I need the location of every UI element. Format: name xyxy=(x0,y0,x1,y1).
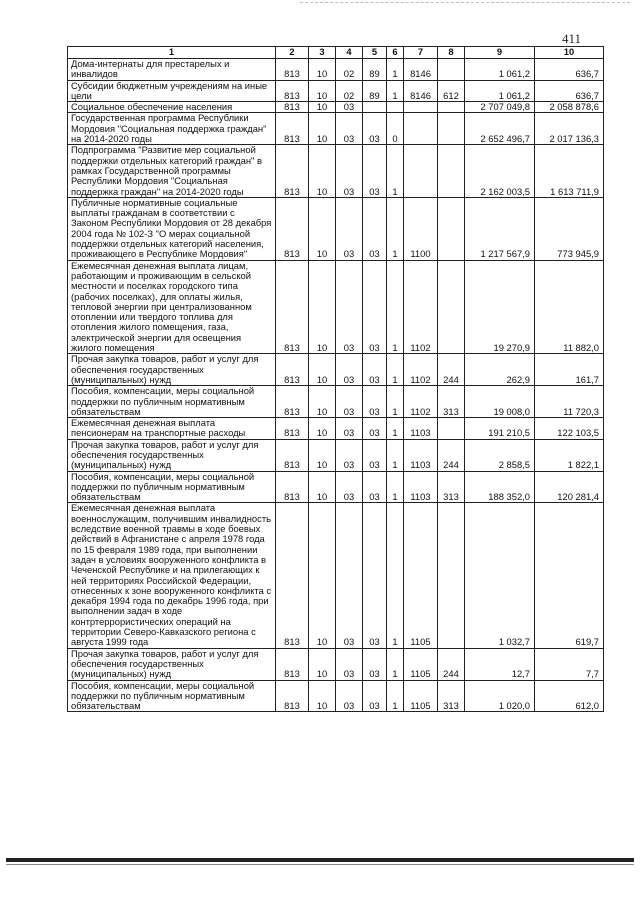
header-cell: 2 xyxy=(276,47,309,59)
row-value-cell: 03 xyxy=(336,418,363,440)
row-name-cell: Социальное обеспечение населения xyxy=(68,102,276,113)
row-value-cell xyxy=(438,59,465,81)
row-value-cell: 2 707 049,8 xyxy=(465,102,535,113)
header-cell: 5 xyxy=(363,47,387,59)
row-value-cell: 813 xyxy=(276,439,309,471)
row-value-cell: 03 xyxy=(363,648,387,680)
row-value-cell: 10 xyxy=(309,680,336,712)
row-value-cell: 11 720,3 xyxy=(535,386,604,418)
row-name-cell: Ежемесячная денежная выплата пенсионерам на транспортные расходы xyxy=(68,418,276,440)
row-name-cell: Государственная программа Республики Мордовия "Социальная поддержка граждан" на 2014-2020 годы xyxy=(68,113,276,145)
row-value-cell: 1 032,7 xyxy=(465,503,535,648)
row-value-cell: 813 xyxy=(276,145,309,197)
table-row xyxy=(68,418,604,440)
row-value-cell: 11 882,0 xyxy=(535,260,604,354)
row-value-cell: 1 xyxy=(387,80,404,102)
row-value-cell: 1 xyxy=(387,59,404,81)
row-value-cell xyxy=(438,145,465,197)
row-value-cell: 10 xyxy=(309,439,336,471)
row-value-cell: 120 281,4 xyxy=(535,471,604,503)
row-value-cell: 1 xyxy=(387,354,404,386)
row-value-cell xyxy=(438,260,465,354)
row-name-cell: Публичные нормативные социальные выплаты гражданам в соответствии с Законом Республики Мордовия от 28 декабря 2004 года № 102-З "О мерах социальной поддержки отдельных категорий населения, проживающего в Республике Мордовия" xyxy=(68,197,276,260)
row-value-cell: 10 xyxy=(309,260,336,354)
row-value-cell: 244 xyxy=(438,648,465,680)
row-value-cell: 1 xyxy=(387,439,404,471)
row-value-cell: 03 xyxy=(363,439,387,471)
row-value-cell: 89 xyxy=(363,80,387,102)
row-value-cell: 813 xyxy=(276,102,309,113)
row-value-cell: 12,7 xyxy=(465,648,535,680)
row-value-cell: 03 xyxy=(336,145,363,197)
row-value-cell xyxy=(438,102,465,113)
header-cell: 6 xyxy=(387,47,404,59)
row-value-cell: 03 xyxy=(363,260,387,354)
row-value-cell: 813 xyxy=(276,113,309,145)
row-value-cell: 1 020,0 xyxy=(465,680,535,712)
row-value-cell: 03 xyxy=(363,354,387,386)
table-row xyxy=(68,145,604,197)
table-row xyxy=(68,471,604,503)
row-value-cell: 1 061,2 xyxy=(465,59,535,81)
row-value-cell: 1102 xyxy=(404,386,438,418)
row-name-cell: Прочая закупка товаров, работ и услуг для обеспечения государственных (муниципальных) нужд xyxy=(68,354,276,386)
row-value-cell: 773 945,9 xyxy=(535,197,604,260)
row-value-cell: 1 217 567,9 xyxy=(465,197,535,260)
row-value-cell: 03 xyxy=(336,197,363,260)
row-value-cell: 1103 xyxy=(404,439,438,471)
row-value-cell: 636,7 xyxy=(535,80,604,102)
row-value-cell: 188 352,0 xyxy=(465,471,535,503)
row-value-cell: 262,9 xyxy=(465,354,535,386)
row-value-cell: 2 162 003,5 xyxy=(465,145,535,197)
row-value-cell: 813 xyxy=(276,354,309,386)
row-value-cell: 612 xyxy=(438,80,465,102)
row-value-cell: 03 xyxy=(363,145,387,197)
row-value-cell: 03 xyxy=(336,102,363,113)
row-value-cell: 8146 xyxy=(404,59,438,81)
table-row xyxy=(68,59,604,81)
row-name-cell: Субсидии бюджетным учреждениям на иные цели xyxy=(68,80,276,102)
row-name-cell: Прочая закупка товаров, работ и услуг для обеспечения государственных (муниципальных) нужд xyxy=(68,439,276,471)
row-value-cell: 03 xyxy=(363,386,387,418)
table-row xyxy=(68,503,604,648)
top-rule xyxy=(300,2,630,3)
row-value-cell: 02 xyxy=(336,59,363,81)
row-value-cell: 10 xyxy=(309,113,336,145)
row-value-cell: 03 xyxy=(336,354,363,386)
header-cell: 4 xyxy=(336,47,363,59)
row-value-cell xyxy=(404,113,438,145)
row-value-cell: 813 xyxy=(276,260,309,354)
row-value-cell xyxy=(438,113,465,145)
row-value-cell: 122 103,5 xyxy=(535,418,604,440)
header-cell: 9 xyxy=(465,47,535,59)
row-value-cell: 03 xyxy=(336,648,363,680)
header-cell: 8 xyxy=(438,47,465,59)
row-value-cell: 1 xyxy=(387,260,404,354)
row-name-cell: Пособия, компенсации, меры социальной поддержки по публичным нормативным обязательствам xyxy=(68,680,276,712)
row-value-cell: 03 xyxy=(363,197,387,260)
row-value-cell: 8146 xyxy=(404,80,438,102)
row-value-cell: 2 058 878,6 xyxy=(535,102,604,113)
row-value-cell: 10 xyxy=(309,418,336,440)
row-value-cell: 161,7 xyxy=(535,354,604,386)
row-value-cell: 1 xyxy=(387,680,404,712)
row-value-cell: 10 xyxy=(309,648,336,680)
row-value-cell: 03 xyxy=(336,439,363,471)
row-value-cell: 1105 xyxy=(404,680,438,712)
row-value-cell: 2 858,5 xyxy=(465,439,535,471)
row-value-cell: 813 xyxy=(276,680,309,712)
row-value-cell: 612,0 xyxy=(535,680,604,712)
row-value-cell: 1 xyxy=(387,471,404,503)
row-value-cell: 1 xyxy=(387,418,404,440)
row-value-cell: 03 xyxy=(363,503,387,648)
row-value-cell: 636,7 xyxy=(535,59,604,81)
header-row xyxy=(68,47,604,59)
row-value-cell: 1 xyxy=(387,145,404,197)
row-value-cell: 03 xyxy=(336,471,363,503)
row-value-cell: 1103 xyxy=(404,418,438,440)
row-value-cell: 10 xyxy=(309,102,336,113)
row-value-cell: 03 xyxy=(336,386,363,418)
row-value-cell: 7,7 xyxy=(535,648,604,680)
row-value-cell xyxy=(438,503,465,648)
table-row xyxy=(68,354,604,386)
row-value-cell: 19 008,0 xyxy=(465,386,535,418)
row-value-cell: 10 xyxy=(309,354,336,386)
header-cell: 7 xyxy=(404,47,438,59)
row-value-cell: 89 xyxy=(363,59,387,81)
row-value-cell: 813 xyxy=(276,386,309,418)
row-value-cell: 813 xyxy=(276,648,309,680)
row-value-cell xyxy=(438,418,465,440)
row-value-cell: 244 xyxy=(438,354,465,386)
row-value-cell: 03 xyxy=(336,503,363,648)
page-number: 411 xyxy=(562,31,582,46)
row-name-cell: Прочая закупка товаров, работ и услуг для обеспечения государственных (муниципальных) нужд xyxy=(68,648,276,680)
row-value-cell xyxy=(438,197,465,260)
row-value-cell: 1102 xyxy=(404,260,438,354)
row-value-cell: 10 xyxy=(309,59,336,81)
row-value-cell: 813 xyxy=(276,80,309,102)
row-value-cell: 1100 xyxy=(404,197,438,260)
row-value-cell: 0 xyxy=(387,113,404,145)
row-value-cell: 1 xyxy=(387,648,404,680)
table-row xyxy=(68,102,604,113)
row-value-cell xyxy=(404,102,438,113)
row-name-cell: Пособия, компенсации, меры социальной поддержки по публичным нормативным обязательствам xyxy=(68,386,276,418)
row-value-cell: 813 xyxy=(276,503,309,648)
row-value-cell: 313 xyxy=(438,471,465,503)
table-row xyxy=(68,648,604,680)
row-value-cell: 02 xyxy=(336,80,363,102)
row-value-cell: 813 xyxy=(276,197,309,260)
row-value-cell: 10 xyxy=(309,386,336,418)
row-value-cell: 19 270,9 xyxy=(465,260,535,354)
row-value-cell: 1102 xyxy=(404,354,438,386)
row-value-cell: 1 xyxy=(387,386,404,418)
row-value-cell: 244 xyxy=(438,439,465,471)
row-value-cell: 2 017 136,3 xyxy=(535,113,604,145)
header-cell: 10 xyxy=(535,47,604,59)
row-name-cell: Пособия, компенсации, меры социальной поддержки по публичным нормативным обязательствам xyxy=(68,471,276,503)
budget-table xyxy=(67,46,604,712)
row-name-cell: Ежемесячная денежная выплата военнослужащим, получившим инвалидность вследствие военной травмы в ходе боевых действий в Афганистане с апреля 1978 года по 15 февраля 1989 года, при выполнении задач в условиях вооруженного конфликта в Чеченской Республике и на прилегающих к ней территориях Российской Федерации, отнесенных к зоне вооруженного конфликта с декабря 1994 года по декабрь 1996 года, при выполнении задач в ходе контртеррористических операций на территории Северо-Кавказского региона с августа 1999 года xyxy=(68,503,276,648)
bottom-border xyxy=(6,858,634,862)
row-value-cell: 1 822,1 xyxy=(535,439,604,471)
row-name-cell: Дома-интернаты для престарелых и инвалидов xyxy=(68,59,276,81)
table-row xyxy=(68,386,604,418)
table-row xyxy=(68,80,604,102)
row-value-cell: 03 xyxy=(336,113,363,145)
row-value-cell: 313 xyxy=(438,680,465,712)
row-value-cell: 2 652 496,7 xyxy=(465,113,535,145)
header-cell: 3 xyxy=(309,47,336,59)
row-value-cell: 619,7 xyxy=(535,503,604,648)
row-value-cell: 1 xyxy=(387,197,404,260)
row-name-cell: Подпрограмма "Развитие мер социальной поддержки отдельных категорий граждан" в рамках Государственной программы Республики Мордовия "Социальная поддержка граждан" на 2014-2020 годы xyxy=(68,145,276,197)
row-value-cell: 1105 xyxy=(404,648,438,680)
bottom-border-thin xyxy=(6,864,634,865)
row-value-cell: 10 xyxy=(309,145,336,197)
row-value-cell: 813 xyxy=(276,59,309,81)
row-value-cell: 10 xyxy=(309,80,336,102)
table-row xyxy=(68,260,604,354)
row-value-cell: 03 xyxy=(363,471,387,503)
row-value-cell: 1 xyxy=(387,503,404,648)
row-value-cell xyxy=(363,102,387,113)
row-value-cell: 813 xyxy=(276,418,309,440)
row-value-cell: 10 xyxy=(309,197,336,260)
table-row xyxy=(68,197,604,260)
row-value-cell: 1 061,2 xyxy=(465,80,535,102)
table-row xyxy=(68,680,604,712)
row-value-cell: 1105 xyxy=(404,503,438,648)
row-value-cell: 03 xyxy=(363,680,387,712)
row-value-cell: 03 xyxy=(336,260,363,354)
row-value-cell: 03 xyxy=(363,113,387,145)
row-value-cell: 313 xyxy=(438,386,465,418)
table-row xyxy=(68,439,604,471)
row-name-cell: Ежемесячная денежная выплата лицам, работающим и проживающим в сельской местности и поселках городского типа (рабочих поселках), для оплаты жилья, тепловой энергии при централизованном отоплении или твердого топлива для отопления жилого помещения, газа, электрической энергии для освещения жилого помещения xyxy=(68,260,276,354)
row-value-cell xyxy=(404,145,438,197)
row-value-cell: 1103 xyxy=(404,471,438,503)
header-cell: 1 xyxy=(68,47,276,59)
row-value-cell: 10 xyxy=(309,471,336,503)
row-value-cell: 03 xyxy=(363,418,387,440)
row-value-cell: 813 xyxy=(276,471,309,503)
table-row xyxy=(68,113,604,145)
row-value-cell xyxy=(387,102,404,113)
row-value-cell: 10 xyxy=(309,503,336,648)
row-value-cell: 1 613 711,9 xyxy=(535,145,604,197)
row-value-cell: 03 xyxy=(336,680,363,712)
row-value-cell: 191 210,5 xyxy=(465,418,535,440)
